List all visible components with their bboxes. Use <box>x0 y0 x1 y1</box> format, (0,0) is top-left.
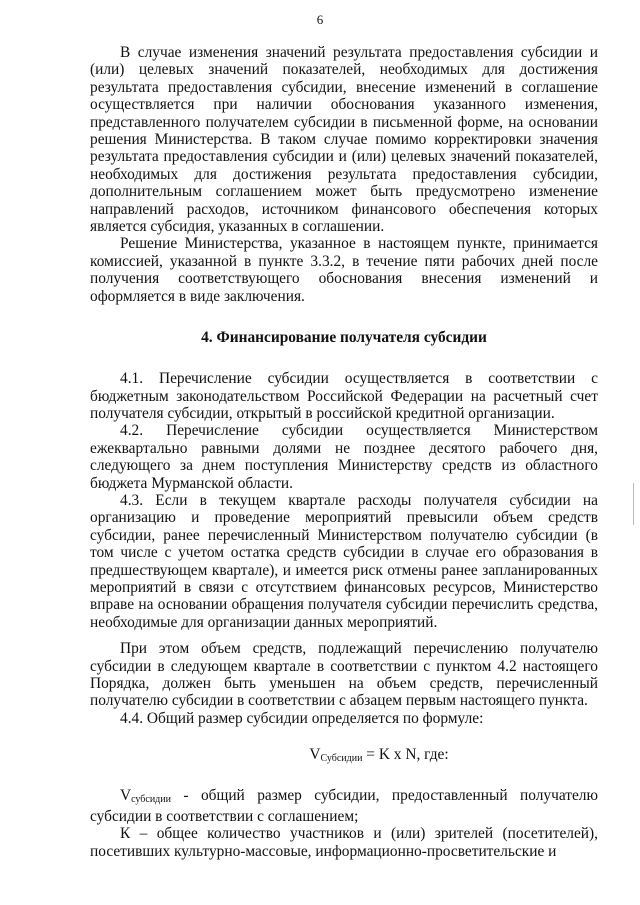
section-heading: 4. Финансирование получателя субсидии <box>201 329 487 347</box>
page-number: 6 <box>316 12 324 27</box>
formula-subscript: Субсидии <box>320 753 363 765</box>
paragraph: При этом объем средств, подлежащий перечислению получателю субсидии в следующем квартале в соответствии с пунктом 4.2 настоящего Порядка, должен быть уменьшен на объем средств, перечисленный получателю субсидии в соответствии с абзацем первым настоящего пункта. <box>90 640 598 710</box>
formula-variable: V <box>309 746 321 764</box>
paragraph: 4.2. Перечисление субсидии осуществляется Министерством ежеквартально равными долями не позднее десятого рабочего дня, следующего за днем поступления Министерству средств из областного бюджета Мурманской области. <box>90 422 598 492</box>
paragraph: В случае изменения значений результата предоставления субсидии и (или) целевых значений показателей, необходимых для достижения результата предоставления субсидии, внесение изменений в соглашение осуществляется при наличии обоснования указанного изменения, представленного получателем субсидии в письменной форме, на основании решения Министерства. В таком случае помимо корректировки значения результата предоставления субсидии и (или) целевых значений показателей, необходимых для достижения результата предоставления субсидии, дополнительным соглашением может быть предусмотрено изменение направлений расходов, источником финансового обеспечения которых является субсидия, указанных в соглашении. <box>90 44 598 236</box>
definition-k: К – общее количество участников и (или) зрителей (посетителей), посетивших культурно-массовые, информационно-просветительские и <box>90 825 598 860</box>
paragraph: 4.3. Если в текущем квартале расходы получателя субсидии на организацию и проведение мероприятий превысили объем средств субсидии, ранее перечисленный Министерством получателю субсидии (в том числе с учетом остатка средств субсидии в случае его образования в предшествующем квартале), и имеется риск отмены ранее запланированных мероприятий в связи с отсутствием финансовых ресурсов, Министерство вправе на основании обращения получателя субсидии перечислить средства, необходимые для организации данных мероприятий. <box>90 491 598 631</box>
definition-symbol: V <box>120 786 132 804</box>
scan-artifact <box>633 483 638 525</box>
document-body <box>90 44 598 860</box>
paragraph: 4.4. Общий размер субсидии определяется по формуле: <box>120 709 484 727</box>
formula <box>90 746 598 767</box>
formula-expression: = K x N, где: <box>362 746 449 764</box>
definition-text: - общий размер субсидии, предоставленный получателю субсидии в соответствии с соглашением; <box>90 786 598 826</box>
paragraph: Решение Министерства, указанное в настоящем пункте, принимается комиссией, указанной в пункте 3.3.2, в течение пяти рабочих дней после получения соответствующего обоснования внесения изменений и оформляется в виде заключения. <box>90 235 598 305</box>
definition-subscript: субсидии <box>131 793 171 805</box>
definition-v <box>90 787 598 826</box>
paragraph: 4.1. Перечисление субсидии осуществляется в соответствии с бюджетным законодательством Российской Федерации на расчетный счет получателя субсидии, открытый в российской кредитной организации. <box>90 370 598 422</box>
